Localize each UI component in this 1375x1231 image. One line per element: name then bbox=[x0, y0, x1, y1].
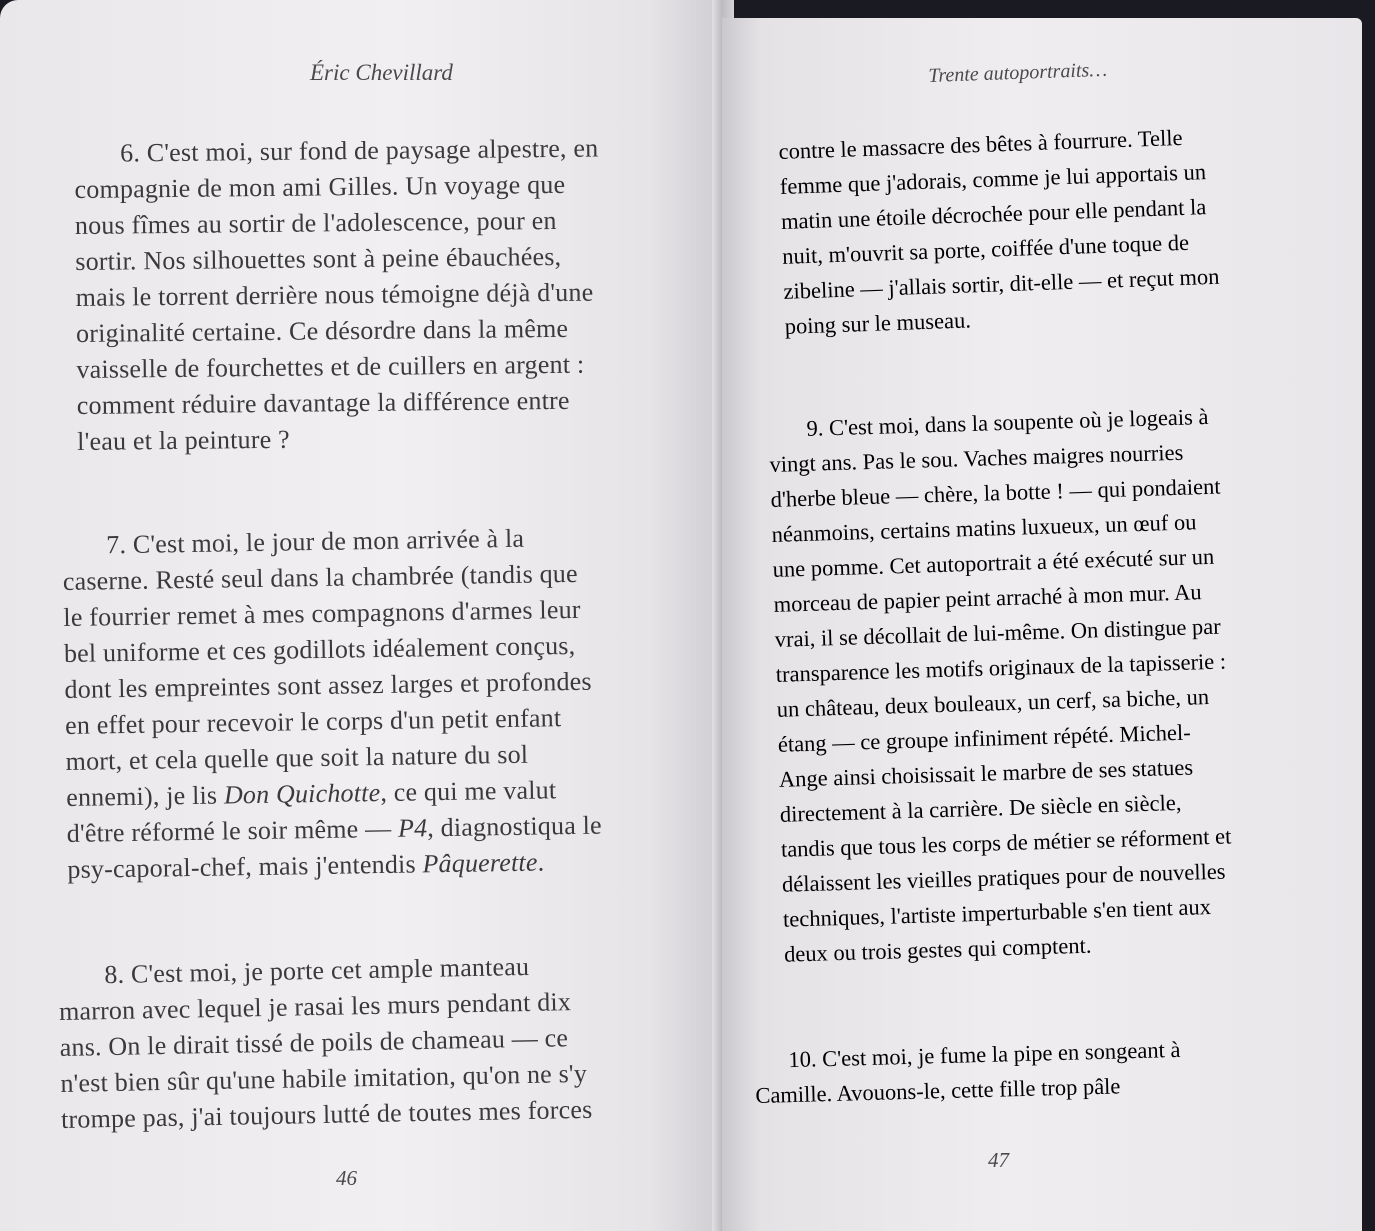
text-line: le fourrier remet à mes compagnons d'armes leur bbox=[63, 594, 581, 632]
paragraph-6 bbox=[74, 131, 602, 460]
text-line: nous fîmes au sortir de l'adolescence, pour en bbox=[74, 205, 557, 240]
word-italic: Pâquerette bbox=[422, 847, 538, 879]
text-line: poing sur le museau. bbox=[784, 307, 972, 339]
text-line: vingt ans. Pas le sou. Vaches maigres nourries bbox=[769, 439, 1184, 477]
text-line: dont les empreintes sont assez larges et profondes bbox=[64, 666, 592, 704]
book-title-italic: Don Quichotte bbox=[223, 778, 381, 810]
text-line: transparence les motifs originaux de la tapisserie : bbox=[775, 648, 1227, 687]
text-line: matin une étoile décrochée pour elle pendant la bbox=[780, 194, 1207, 234]
text-line: sortir. Nos silhouettes sont à peine ébauchées, bbox=[75, 241, 562, 276]
page-number-right: 47 bbox=[988, 1148, 1009, 1172]
text-line: tandis que tous les corps de métier se réforment et bbox=[780, 823, 1232, 862]
text-line: n'est bien sûr qu'une habile imitation, qu'on ne s'y bbox=[60, 1058, 588, 1098]
text-line: délaissent les vieilles pratiques pour de nouvelles bbox=[781, 858, 1226, 897]
running-head-author: Éric Chevillard bbox=[310, 60, 453, 85]
text-line: deux ou trois gestes qui comptent. bbox=[783, 932, 1092, 967]
text-line: marron avec lequel je rasai les murs pendant dix bbox=[58, 987, 572, 1026]
text-line: ans. On le dirait tissé de poils de chameau — ce bbox=[59, 1023, 569, 1062]
text-line: 7. C'est moi, le jour de mon arrivée à la bbox=[106, 523, 525, 560]
text-line: un château, deux bouleaux, un cerf, sa biche, un bbox=[776, 684, 1210, 722]
text-line: Ange ainsi choisissait le marbre de ses statues bbox=[778, 754, 1194, 792]
text-line: mais le torrent derrière nous témoigne déjà d'une bbox=[75, 277, 594, 312]
text-line: Camille. Avouons-le, cette fille trop pâle bbox=[755, 1073, 1121, 1108]
running-head-title: Trente autoportraits… bbox=[928, 58, 1108, 87]
text-line: bel uniforme et ces godillots idéalement conçus, bbox=[63, 630, 576, 668]
text-line: une pomme. Cet autoportrait a été exécuté sur un bbox=[772, 543, 1215, 582]
text-line: d'herbe bleue — chère, la botte ! — qui pondaient bbox=[770, 473, 1221, 512]
text-line: morceau de papier peint arraché à mon mur. Au bbox=[773, 579, 1202, 617]
text-run: psy-caporal-chef, mais j'entendis bbox=[67, 849, 423, 884]
text-line: compagnie de mon ami Gilles. Un voyage que bbox=[74, 169, 566, 204]
text-line: nuit, m'ouvrit sa porte, coiffée d'une toque de bbox=[781, 229, 1190, 269]
text-line: mort, et cela quelle que soit la nature du sol bbox=[65, 739, 529, 776]
paragraph-7 bbox=[62, 520, 603, 888]
paragraph-8 bbox=[58, 948, 593, 1138]
text-line: techniques, l'artiste imperturbable s'en tient aux bbox=[782, 894, 1212, 932]
text-line: originalité certaine. Ce désordre dans la même bbox=[75, 313, 569, 348]
text-line: 8. C'est moi, je porte cet ample manteau bbox=[104, 951, 530, 990]
text-line: 9. C'est moi, dans la soupente où je logeais à bbox=[806, 403, 1209, 441]
text-line: 10. C'est moi, je fume la pipe en songeant à bbox=[788, 1036, 1181, 1073]
text-line: néanmoins, certains matins luxueux, un œuf ou bbox=[771, 509, 1197, 547]
text-line: caserne. Resté seul dans la chambrée (tandis que bbox=[62, 558, 578, 596]
paragraph-9 bbox=[768, 399, 1235, 972]
text-line: 6. C'est moi, sur fond de paysage alpestre, en bbox=[120, 133, 599, 168]
paragraph-10 bbox=[754, 1032, 1182, 1113]
text-run: , diagnostiqua le bbox=[427, 810, 603, 843]
text-line: vrai, il se décollait de lui-même. On distingue par bbox=[774, 613, 1222, 652]
text-line bbox=[67, 844, 603, 888]
page-number-left: 46 bbox=[336, 1166, 357, 1190]
text-line: contre le massacre des bêtes à fourrure. Telle bbox=[778, 124, 1183, 164]
text-line: comment réduire davantage la différence entre bbox=[76, 385, 570, 420]
text-line: l'eau et la peinture ? bbox=[77, 424, 290, 456]
text-run: . bbox=[537, 847, 545, 877]
text-line: zibeline — j'allais sortir, dit-elle — et reçut mon bbox=[783, 263, 1220, 304]
text-run: d'être réformé le soir même — bbox=[66, 813, 399, 848]
text-line: directement à la carrière. De siècle en siècle, bbox=[779, 789, 1182, 827]
text-line: étang — ce groupe infiniment répété. Michel- bbox=[777, 719, 1192, 757]
text-run: ennemi), je lis bbox=[66, 780, 225, 812]
text-run: , ce qui me valut bbox=[380, 775, 557, 808]
text-line: trompe pas, j'ai toujours lutté de toutes mes forces bbox=[60, 1094, 593, 1134]
text-line: vaisselle de fourchettes et de cuillers en argent : bbox=[76, 349, 585, 384]
text-line: femme que j'adorais, comme je lui apportais un bbox=[779, 159, 1207, 199]
paragraph-continued bbox=[778, 119, 1221, 344]
text-line: en effet pour recevoir le corps d'un petit enfant bbox=[64, 703, 562, 740]
diagnosis-italic: P4 bbox=[397, 813, 428, 843]
